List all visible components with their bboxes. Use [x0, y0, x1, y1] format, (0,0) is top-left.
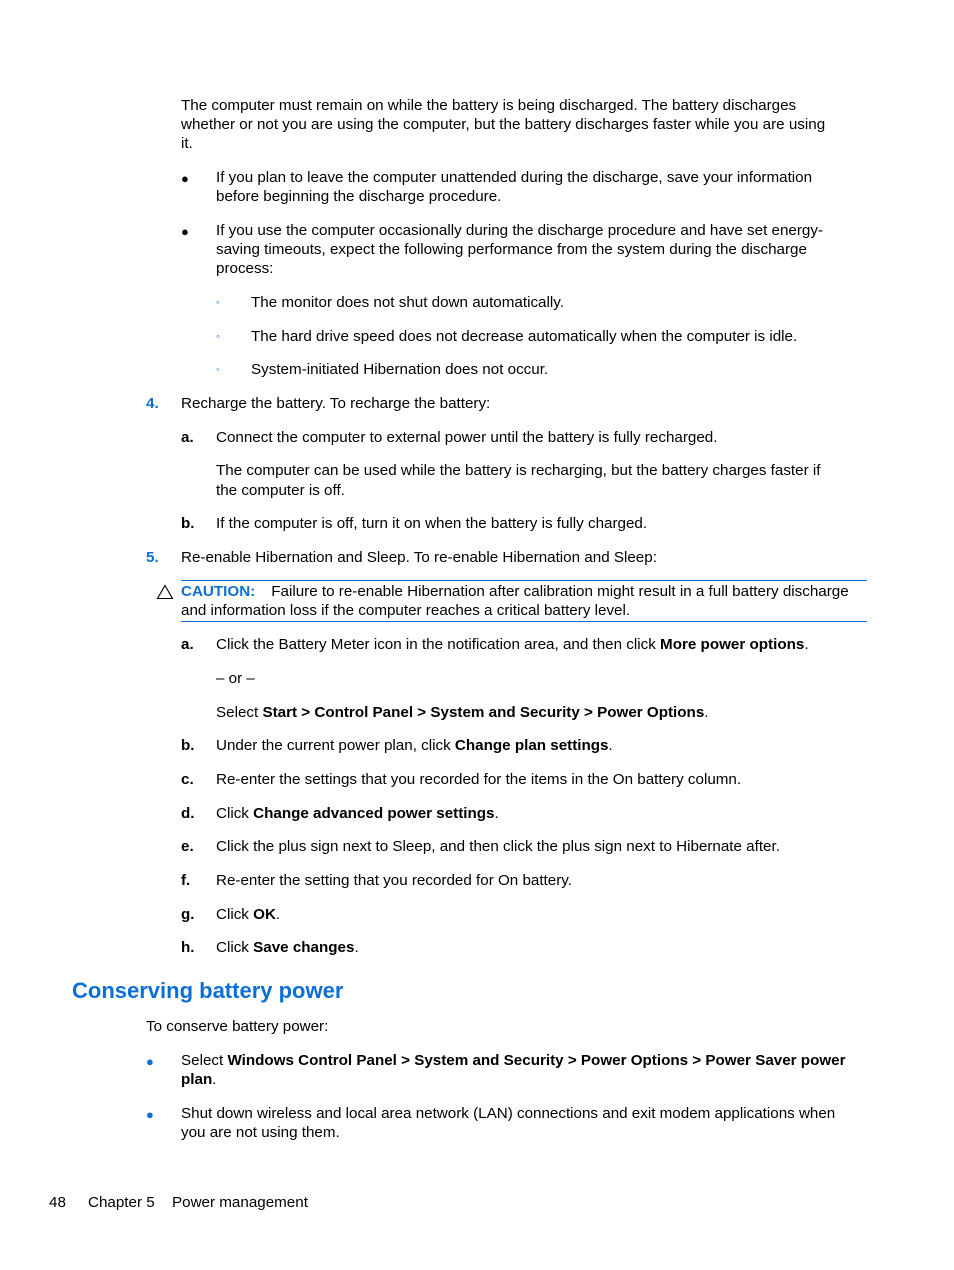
substep-a-alt-text: Select Start > Control Panel > System and Security > Power Options. — [216, 704, 709, 721]
caution-line-1 — [181, 582, 849, 601]
step-4a-note-2: the computer is off. — [216, 482, 345, 499]
substep-d-label: d. — [181, 805, 195, 822]
bullet-2-line-1: If you use the computer occasionally during the discharge procedure and have set energy- — [216, 222, 824, 239]
or-separator: – or – — [216, 670, 255, 687]
substep-a-text: Click the Battery Meter icon in the notification area, and then click More power options. — [216, 636, 809, 653]
substep-e-text: Click the plus sign next to Sleep, and then click the plus sign next to Hibernate after. — [216, 838, 780, 855]
substep-f-text: Re-enter the setting that you recorded for On battery. — [216, 872, 572, 889]
bullet-icon: ● — [146, 1107, 154, 1122]
section-item-1-line-1: Select Windows Control Panel > System and Security > Power Options > Power Saver power — [181, 1052, 846, 1069]
substep-c-text: Re-enter the settings that you recorded for the items in the On battery column. — [216, 771, 742, 788]
section-heading: Conserving battery power — [72, 978, 344, 1003]
step-4a-note-1: The computer can be used while the battery is recharging, but the battery charges faster if — [216, 462, 821, 479]
step-5-number: 5. — [146, 549, 159, 566]
bullet-1-line-1: If you plan to leave the computer unattended during the discharge, save your information — [216, 169, 813, 186]
substep-b-label: b. — [181, 737, 195, 754]
step-4b-label: b. — [181, 515, 195, 532]
step-4a-label: a. — [181, 429, 194, 446]
substep-f-label: f. — [181, 872, 191, 889]
caution-label: CAUTION: — [181, 583, 256, 600]
bullet-icon: ● — [181, 171, 189, 186]
bullet-icon: ● — [181, 224, 189, 239]
intro-line-1: The computer must remain on while the battery is being discharged. The battery discharges — [181, 97, 797, 114]
step-4-number: 4. — [146, 395, 159, 412]
bullet-2-line-2: saving timeouts, expect the following performance from the system during the discharge — [216, 241, 807, 258]
substep-g-label: g. — [181, 906, 195, 923]
caution-bottom-rule — [181, 621, 867, 622]
step-4a-text: Connect the computer to external power until the battery is fully recharged. — [216, 429, 718, 446]
bullet-1-line-2: before beginning the discharge procedure. — [216, 188, 502, 205]
hollow-bullet-icon: ◦ — [216, 364, 220, 376]
sub-bullet-2: The hard drive speed does not decrease automatically when the computer is idle. — [251, 328, 798, 345]
footer-title: Power management — [172, 1194, 308, 1211]
page-number: 48 — [49, 1194, 66, 1211]
sub-bullet-1: The monitor does not shut down automatically. — [251, 294, 564, 311]
step-5-text: Re-enable Hibernation and Sleep. To re-enable Hibernation and Sleep: — [181, 549, 657, 566]
section-item-1-line-2: plan. — [181, 1071, 217, 1088]
intro-line-2: whether or not you are using the computer, but the battery discharges faster while you are using — [181, 116, 826, 133]
step-4b-text: If the computer is off, turn it on when the battery is fully charged. — [216, 515, 648, 532]
substep-g-text: Click OK. — [216, 906, 281, 923]
substep-b-text: Under the current power plan, click Change plan settings. — [216, 737, 613, 754]
substep-c-label: c. — [181, 771, 194, 788]
bullet-2-line-3: process: — [216, 260, 274, 277]
footer-chapter: Chapter 5 — [88, 1194, 155, 1211]
caution-line-2: and information loss if the computer reaches a critical battery level. — [181, 602, 631, 619]
sub-bullet-3: System-initiated Hibernation does not occur. — [251, 361, 549, 378]
caution-top-rule — [181, 580, 867, 581]
section-item-2-line-1: Shut down wireless and local area network (LAN) connections and exit modem applications when — [181, 1105, 836, 1122]
intro-line-3: it. — [181, 135, 193, 152]
hollow-bullet-icon: ◦ — [216, 331, 220, 343]
warning-triangle-icon — [156, 584, 174, 600]
substep-h-label: h. — [181, 939, 195, 956]
substep-d-text: Click Change advanced power settings. — [216, 805, 499, 822]
substep-e-label: e. — [181, 838, 194, 855]
hollow-bullet-icon: ◦ — [216, 297, 220, 309]
substep-h-text: Click Save changes. — [216, 939, 359, 956]
substep-a-label: a. — [181, 636, 194, 653]
caution-text-1: Failure to re-enable Hibernation after calibration might result in a full battery discharge — [271, 583, 849, 600]
section-item-2-line-2: you are not using them. — [181, 1124, 340, 1141]
section-intro: To conserve battery power: — [146, 1018, 329, 1035]
step-4-text: Recharge the battery. To recharge the battery: — [181, 395, 491, 412]
bullet-icon: ● — [146, 1054, 154, 1069]
